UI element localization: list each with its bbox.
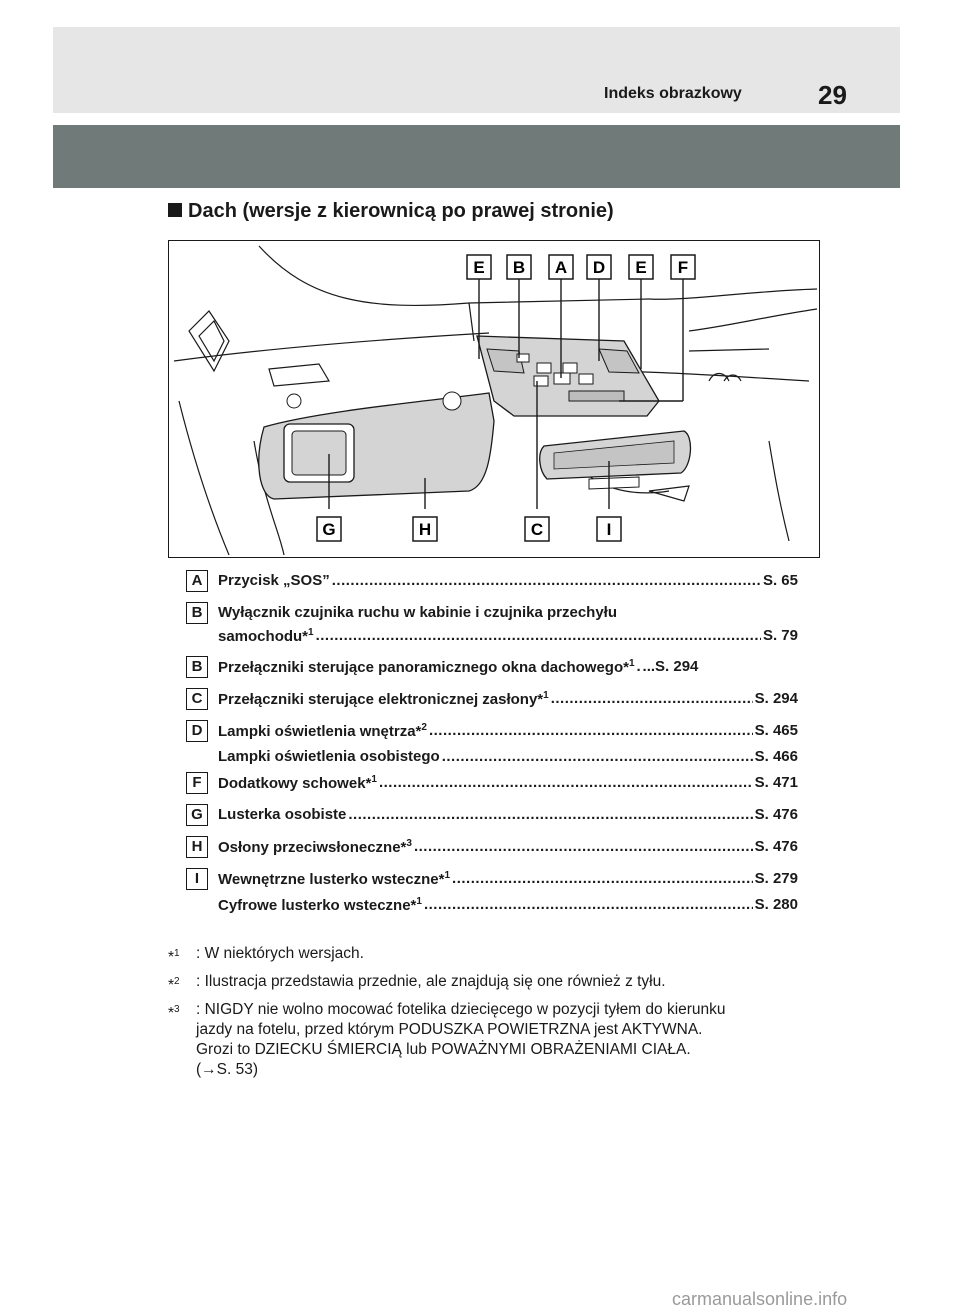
- legend-badge: B: [186, 656, 208, 678]
- legend-page-ref: S. 471: [754, 774, 798, 791]
- legend-badge: C: [186, 688, 208, 710]
- legend-page-ref: S. 79: [762, 627, 798, 644]
- legend-label: Wewnętrzne lusterko wsteczne*$^1$: [218, 870, 451, 888]
- footnotes: [168, 944, 808, 1088]
- legend-page-ref: S. 279: [754, 870, 798, 887]
- legend-badge: B: [186, 602, 208, 624]
- legend-item: [186, 570, 798, 602]
- legend-badge: I: [186, 868, 208, 890]
- footnote-text: : W niektórych wersjach.: [196, 945, 364, 962]
- legend-page-ref: S. 476: [754, 806, 798, 823]
- legend-badge: H: [186, 836, 208, 858]
- callout-label: F: [677, 258, 689, 277]
- legend-label: Przełączniki sterujące panoramicznego okna dachowego*$^1$: [218, 658, 635, 676]
- legend-item: [186, 804, 798, 836]
- callout-label: C: [530, 520, 544, 539]
- legend-item: [186, 772, 798, 804]
- section-band: [53, 125, 900, 188]
- header-bar: [53, 27, 900, 113]
- square-bullet-icon: [168, 203, 182, 217]
- legend-list: [186, 570, 798, 920]
- legend-item: [186, 836, 798, 868]
- legend-page-ref: S. 65: [762, 572, 798, 589]
- legend-label-line1: Wyłącznik czujnika ruchu w kabinie i czujnika przechyłu: [218, 604, 618, 621]
- callout-label: E: [635, 258, 647, 277]
- legend-label: Cyfrowe lusterko wsteczne*$^1$: [218, 896, 422, 914]
- callout-label: A: [554, 258, 568, 277]
- legend-item: [186, 602, 798, 656]
- legend-item: [186, 746, 798, 772]
- legend-badge: G: [186, 804, 208, 826]
- callout-label: H: [418, 520, 432, 539]
- legend-label: Osłony przeciwsłoneczne*$^3$: [218, 838, 412, 856]
- footnote-mark: *$^2$: [168, 976, 180, 995]
- section-heading-text: Dach (wersje z kierownicą po prawej stronie): [188, 200, 614, 222]
- footnote: [168, 944, 808, 967]
- page-number: 29: [818, 80, 847, 110]
- legend-label: Przełączniki sterujące elektronicznej zasłony*$^1$: [218, 690, 549, 708]
- legend-page-ref: ...S. 294: [642, 658, 699, 675]
- footnote: [168, 1000, 808, 1080]
- legend-badge: D: [186, 720, 208, 742]
- callout-label: D: [592, 258, 606, 277]
- legend-page-ref: S. 280: [754, 896, 798, 913]
- legend-page-ref: S. 465: [754, 722, 798, 739]
- legend-page-ref: S. 294: [754, 690, 798, 707]
- watermark: carmanualsonline.info: [672, 1289, 848, 1309]
- callout-label: I: [606, 520, 612, 539]
- legend-page-ref: S. 476: [754, 838, 798, 855]
- legend-page-ref: S. 466: [754, 748, 798, 765]
- footnote-text: : NIGDY nie wolno mocować fotelika dziecięcego w pozycji tyłem do kierunku jazdy na fotelu, przed którym PODUSZKA POWIETRZNA jest AKTYWNA. Grozi to DZIECKU ŚMIERCIĄ lub POWAŻNYMI OBRAŻENIAMI CIAŁA. (→S. 53): [196, 1001, 726, 1078]
- legend-label: Lusterka osobiste: [218, 806, 347, 823]
- footnote-mark: *$^1$: [168, 948, 180, 967]
- footnote-text: : Ilustracja przedstawia przednie, ale znajdują się one również z tyłu.: [196, 973, 666, 990]
- legend-label: Przycisk „SOS”: [218, 572, 330, 589]
- header-title: Indeks obrazkowy: [604, 85, 742, 102]
- roof-illustration-svg: [169, 241, 819, 557]
- callout-label: B: [512, 258, 526, 277]
- callout-label: E: [473, 258, 485, 277]
- legend-label: Dodatkowy schowek*$^1$: [218, 774, 377, 792]
- legend-item: [186, 894, 798, 920]
- footnote: [168, 972, 808, 995]
- legend-item: [186, 688, 798, 720]
- legend-label: Lampki oświetlenia wnętrza*$^2$: [218, 722, 427, 740]
- footnote-mark: *$^3$: [168, 1004, 180, 1023]
- legend-label: Lampki oświetlenia osobistego: [218, 748, 440, 765]
- section-heading: [168, 200, 614, 223]
- roof-illustration: [168, 240, 820, 558]
- legend-badge: F: [186, 772, 208, 794]
- legend-badge: A: [186, 570, 208, 592]
- callout-label: G: [322, 520, 336, 539]
- legend-label: samochodu*$^1$: [218, 627, 314, 645]
- legend-item: [186, 656, 798, 688]
